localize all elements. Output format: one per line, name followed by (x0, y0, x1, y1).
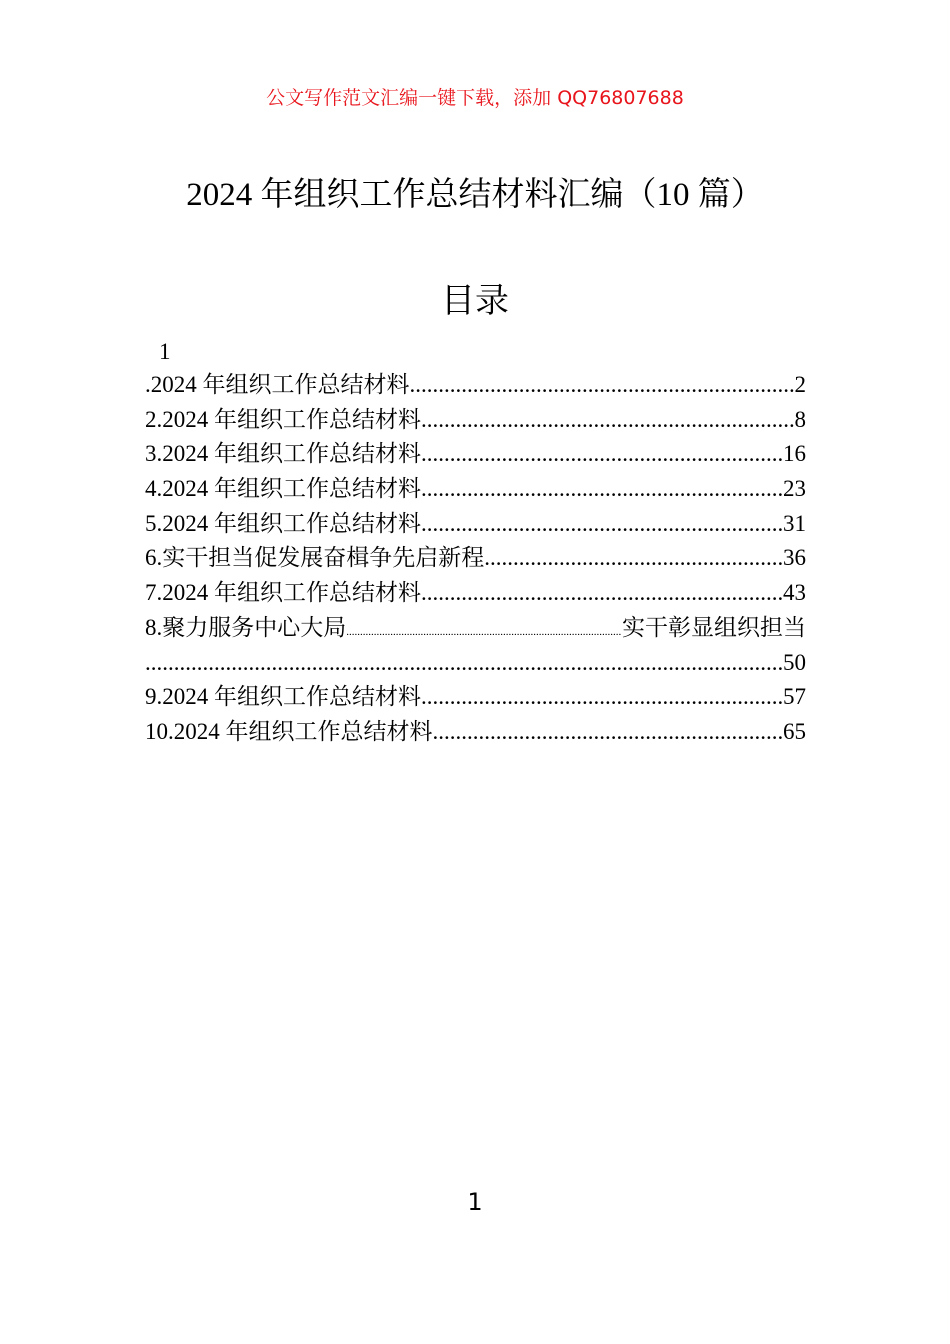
toc-entry-7[interactable] (145, 576, 806, 611)
toc-entry-page: 16 (783, 441, 806, 467)
toc-leader-dots (410, 368, 795, 403)
toc-entry-label: 10.2024 年组织工作总结材料 (145, 718, 433, 744)
toc-entry-page: 2 (794, 372, 806, 397)
toc-leader-dots (421, 437, 783, 472)
toc-leader-dots (484, 541, 783, 576)
toc-leader-dots (421, 403, 795, 438)
toc-leader-dots (145, 646, 783, 681)
toc-entry-8[interactable] (145, 611, 806, 646)
table-of-contents (145, 336, 806, 750)
toc-entry-label: 9.2024 年组织工作总结材料 (145, 684, 421, 710)
toc-entry-label: 6.实干担当促发展奋楫争先启新程 (145, 545, 485, 571)
toc-entry-4[interactable] (145, 472, 806, 507)
toc-entry-label: 2.2024 年组织工作总结材料 (145, 406, 421, 432)
toc-entry-label: 5.2024 年组织工作总结材料 (145, 510, 421, 536)
toc-heading: 目录 (441, 281, 509, 321)
toc-leader-dots (421, 576, 783, 611)
document-title: 2024 年组织工作总结材料汇编（10 篇） (186, 177, 764, 213)
toc-entry-page: 31 (783, 510, 806, 536)
toc-leader-dots (421, 680, 783, 715)
page-number: 1 (467, 1188, 483, 1216)
toc-entry-5[interactable] (145, 507, 806, 542)
toc-entry-page: 65 (783, 718, 806, 744)
toc-leader-dots (421, 472, 783, 507)
toc-first-number: 1 (159, 339, 171, 364)
toc-entry-9[interactable] (145, 680, 806, 715)
toc-entry-label: 4.2024 年组织工作总结材料 (145, 476, 421, 502)
toc-leader-dots (421, 507, 783, 542)
toc-entry-page: 8 (794, 406, 806, 432)
toc-entry-label: 3.2024 年组织工作总结材料 (145, 441, 421, 467)
toc-entry-page: 36 (783, 545, 806, 571)
toc-entry-label-tail: 实干彰显组织担当 (622, 614, 806, 640)
toc-entry-page: 57 (783, 684, 806, 710)
toc-entry-1[interactable] (145, 368, 806, 403)
toc-entry-3[interactable] (145, 437, 806, 472)
toc-entry-2[interactable] (145, 403, 806, 438)
toc-entry-10[interactable] (145, 715, 806, 750)
toc-entry-6[interactable] (145, 541, 806, 576)
toc-leader-dots (433, 715, 784, 750)
toc-entry-page: 23 (783, 476, 806, 502)
toc-entry-page: 50 (783, 649, 806, 675)
toc-leader-dots (346, 615, 622, 650)
toc-entry-8-continuation[interactable] (145, 646, 806, 681)
download-banner: 公文写作范文汇编一键下载，添加 QQ76807688 (266, 87, 684, 109)
toc-entry-page: 43 (783, 580, 806, 606)
toc-entry-label: .2024 年组织工作总结材料 (145, 372, 410, 397)
toc-entry-label: 8.聚力服务中心大局 (145, 614, 347, 640)
toc-entry-label: 7.2024 年组织工作总结材料 (145, 580, 421, 606)
